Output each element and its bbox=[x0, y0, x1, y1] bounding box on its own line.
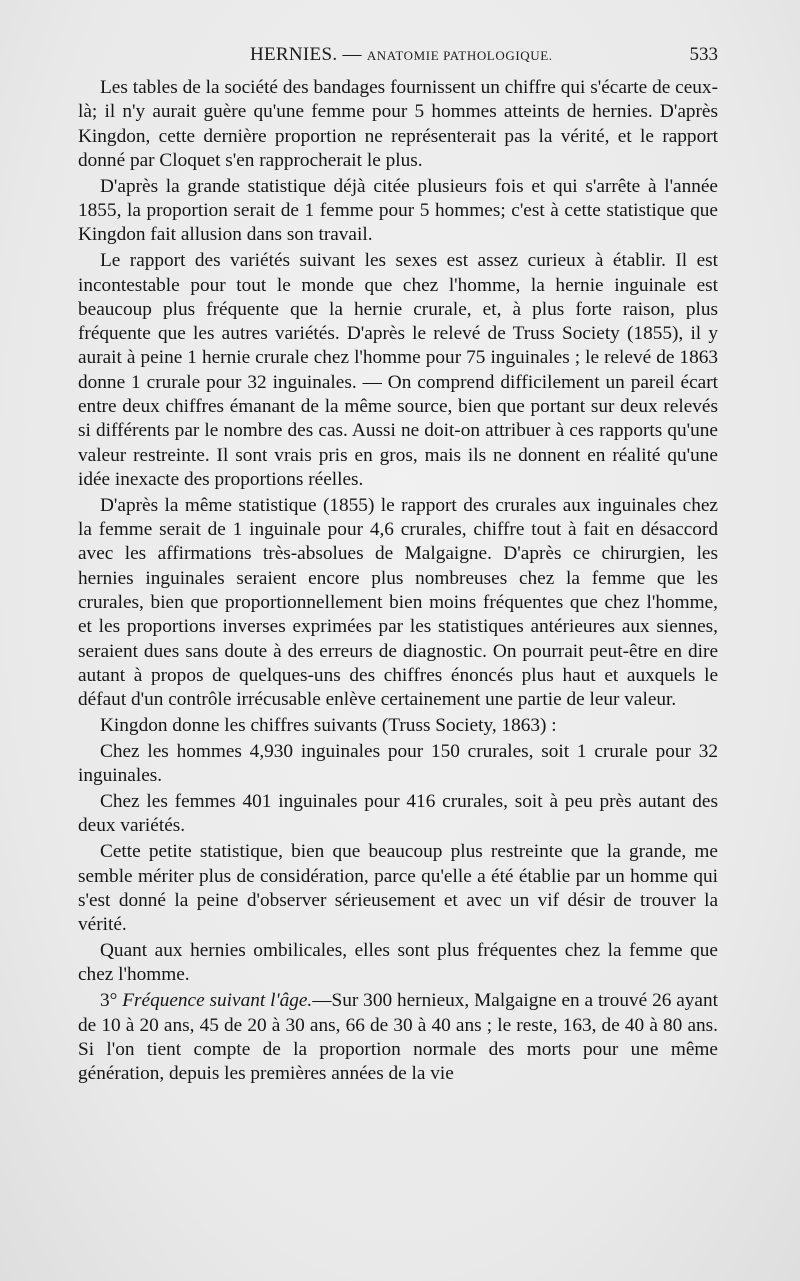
section-text: —Sur 300 hernieux, Malgaigne en a trouvé 26 ayant de 10 à 20 ans, 45 de 20 à 30 ans, 66 de 30 à 40 ans ; le reste, 163, de 40 à 80 ans. Si l'on tient compte de la proportion normale des morts pour une même génération, depuis les premières années de la vie bbox=[78, 990, 718, 1085]
section-paragraph bbox=[78, 989, 718, 1086]
paragraph: Kingdon donne les chiffres suivants (Truss Society, 1863) : bbox=[100, 715, 557, 737]
paragraph: D'après la grande statistique déjà citée plusieurs fois et qui s'arrête à l'année 1855, la proportion serait de 1 femme pour 5 hommes; c'est à cette statistique que Kingdon fait allusion dans son travail. bbox=[78, 175, 718, 246]
section-number: 3° bbox=[100, 990, 118, 1012]
running-header bbox=[78, 44, 718, 70]
paragraph: Cette petite statistique, bien que beaucoup plus restreinte que la grande, me semble mériter plus de considération, parce qu'elle a été établie par un homme qui s'est donné la peine d'observer sérieusement et avec un vif désir de trouver la vérité. bbox=[78, 841, 718, 936]
running-title-main: HERNIES. bbox=[250, 44, 338, 65]
section-heading: Fréquence suivant l'âge. bbox=[122, 990, 313, 1012]
running-title bbox=[250, 44, 553, 66]
paragraph: Le rapport des variétés suivant les sexes est assez curieux à établir. Il est incontestable pour tout le monde que chez l'homme, la hernie inguinale est beaucoup plus fréquente que la hernie crurale, et, à plus forte raison, plus fréquente que les autres variétés. D'après le relevé de Truss Society (1855), il y aurait à peine 1 hernie crurale chez l'homme pour 75 inguinales ; le relevé de 1863 donne 1 crurale pour 32 inguinales. — On comprend difficilement un pareil écart entre deux chiffres émanant de la même source, bien que portant sur deux relevés si différents par le nombre des cas. Aussi ne doit-on attribuer à ces rapports qu'une valeur restreinte. Il sont vrais pris en gros, mais ils ne donnent en réalité qu'une idée inexacte des proportions réelles. bbox=[78, 250, 718, 490]
paragraph: Quant aux hernies ombilicales, elles sont plus fréquentes chez la femme que chez l'homme. bbox=[78, 940, 718, 986]
paragraph: Les tables de la société des bandages fournissent un chiffre qui s'écarte de ceux-là; il n'y aurait guère qu'une femme pour 5 hommes atteints de hernies. D'après Kingdon, cette dernière proportion ne représenterait pas la vérité, et le rapport donné par Cloquet s'en rapprocherait le plus. bbox=[78, 77, 718, 171]
paragraph: Chez les hommes 4,930 inguinales pour 150 crurales, soit 1 crurale pour 32 inguinales. bbox=[78, 740, 718, 787]
body-text bbox=[78, 76, 718, 1088]
paragraph: D'après la même statistique (1855) le rapport des crurales aux inguinales chez la femme serait de 1 inguinale pour 4,6 crurales, chiffre tout à fait en désaccord avec les affirmations très-absolues de Malgaigne. D'après ce chirurgien, les hernies inguinales seraient encore plus nombreuses chez la femme que les crurales, bien que proportionnellement bien moins fréquentes que chez l'homme, et les proportions inverses exprimées par les statistiques antérieures aux siennes, seraient dues sans doute à des erreurs de diagnostic. On pourrait peut-être en dire autant à propos de quelques-uns des chiffres énoncés plus haut et auxquels le défaut d'un contrôle irrécusable enlève certainement une partie de leur valeur. bbox=[78, 494, 718, 711]
running-title-section: ANATOMIE PATHOLOGIQUE. bbox=[366, 48, 553, 63]
running-title-dash: — bbox=[342, 44, 362, 65]
page-number: 533 bbox=[689, 44, 718, 65]
paragraph: Chez les femmes 401 inguinales pour 416 crurales, soit à peu près autant des deux variétés. bbox=[78, 791, 718, 837]
